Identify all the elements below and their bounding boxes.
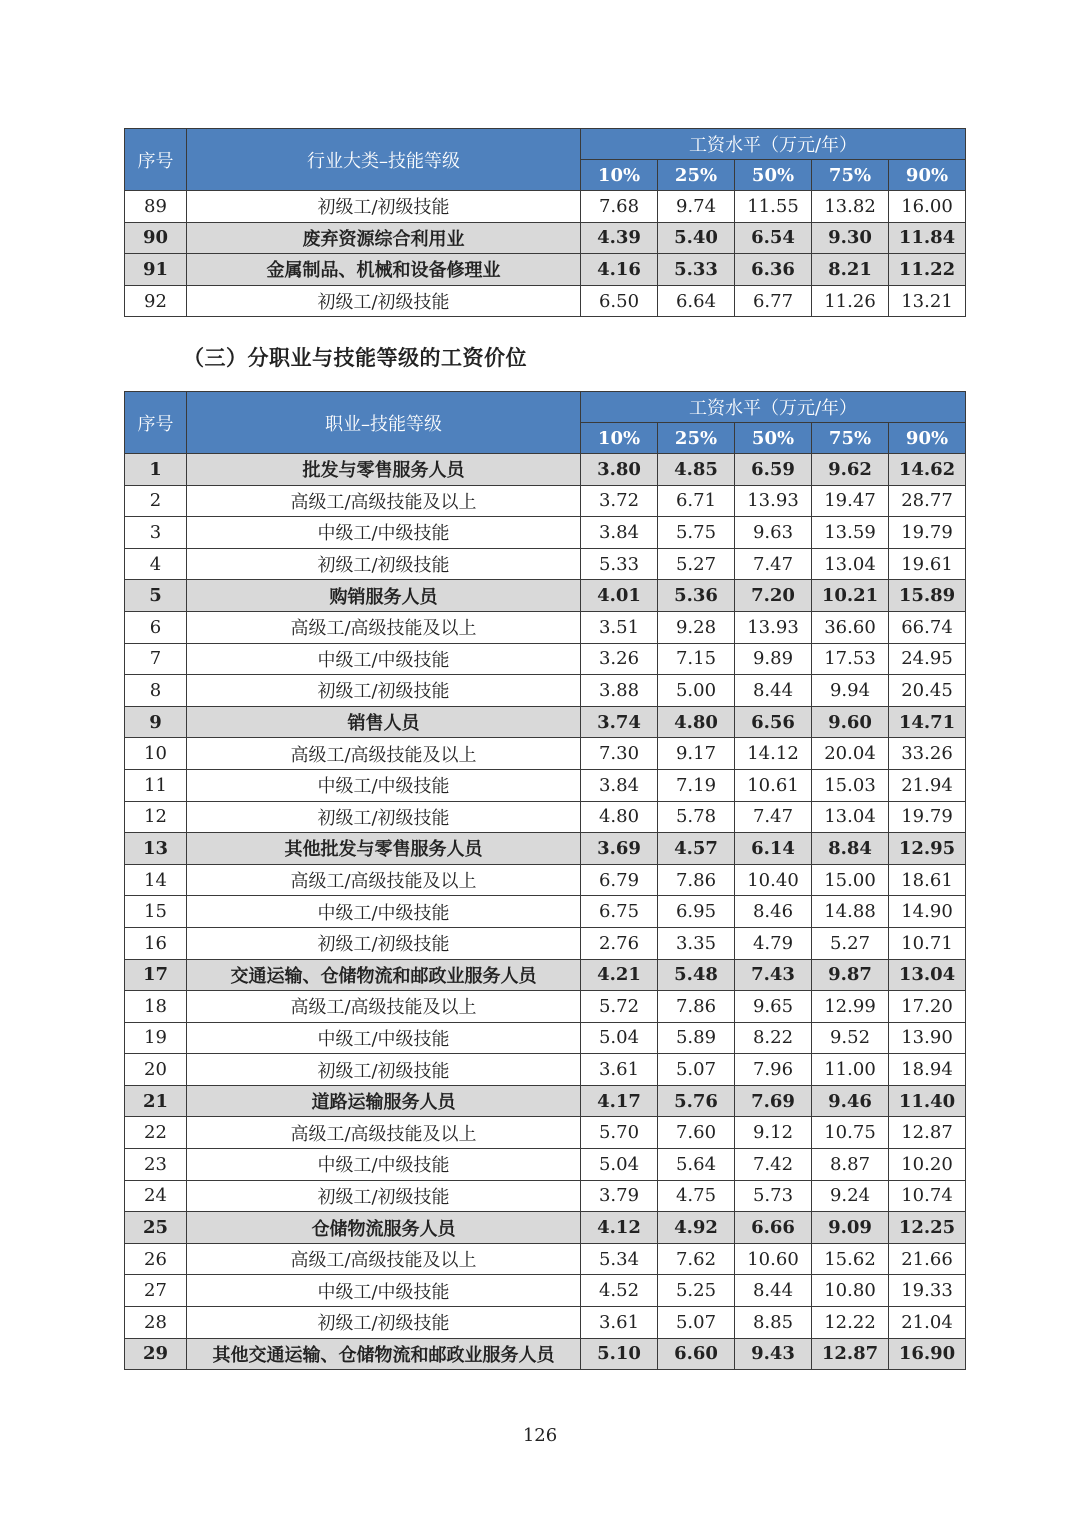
value-p10: 3.79: [581, 1180, 658, 1212]
value-p25: 7.86: [658, 864, 735, 896]
table-row: [125, 738, 966, 770]
row-name: 中级工/中级技能: [187, 1275, 581, 1307]
value-p50: 6.56: [735, 706, 812, 738]
value-p10: 3.51: [581, 611, 658, 643]
value-p75: 19.47: [812, 485, 889, 517]
value-p90: 10.71: [889, 927, 966, 959]
value-p90: 14.90: [889, 896, 966, 928]
row-name: 中级工/中级技能: [187, 1149, 581, 1181]
row-name: 道路运输服务人员: [187, 1085, 581, 1117]
table-row: [125, 1054, 966, 1086]
value-p10: 2.76: [581, 927, 658, 959]
value-p75: 9.87: [812, 959, 889, 991]
value-p25: 4.80: [658, 706, 735, 738]
value-p75: 8.21: [812, 254, 889, 286]
value-p75: 10.21: [812, 580, 889, 612]
value-p10: 4.12: [581, 1212, 658, 1244]
value-p25: 7.19: [658, 769, 735, 801]
value-p10: 4.17: [581, 1085, 658, 1117]
value-p10: 4.16: [581, 254, 658, 286]
col-header-wage-group: 工资水平（万元/年）: [581, 392, 966, 423]
value-p50: 8.46: [735, 896, 812, 928]
value-p90: 10.74: [889, 1180, 966, 1212]
value-p10: 5.33: [581, 548, 658, 580]
value-p75: 10.75: [812, 1117, 889, 1149]
value-p90: 21.04: [889, 1307, 966, 1339]
value-p75: 15.00: [812, 864, 889, 896]
value-p10: 4.80: [581, 801, 658, 833]
col-header-index: 序号: [125, 392, 187, 454]
value-p90: 13.21: [889, 285, 966, 317]
row-index: 2: [125, 485, 187, 517]
value-p90: 24.95: [889, 643, 966, 675]
page-number: 126: [522, 1425, 558, 1446]
col-header-wage-group: 工资水平（万元/年）: [581, 129, 966, 160]
value-p50: 9.12: [735, 1117, 812, 1149]
table-row: [125, 643, 966, 675]
value-p10: 5.34: [581, 1243, 658, 1275]
value-p50: 10.60: [735, 1243, 812, 1275]
value-p90: 16.90: [889, 1338, 966, 1370]
row-name: 中级工/中级技能: [187, 643, 581, 675]
value-p50: 5.73: [735, 1180, 812, 1212]
row-index: 28: [125, 1307, 187, 1339]
value-p25: 3.35: [658, 927, 735, 959]
table-row: [125, 580, 966, 612]
value-p50: 4.79: [735, 927, 812, 959]
table-row: [125, 1338, 966, 1370]
value-p50: 6.66: [735, 1212, 812, 1244]
col-header-p25: 25%: [658, 423, 735, 454]
row-index: 5: [125, 580, 187, 612]
row-index: 4: [125, 548, 187, 580]
value-p10: 3.61: [581, 1307, 658, 1339]
value-p50: 9.43: [735, 1338, 812, 1370]
row-index: 1: [125, 454, 187, 486]
value-p10: 3.80: [581, 454, 658, 486]
row-name: 其他批发与零售服务人员: [187, 833, 581, 865]
row-index: 18: [125, 991, 187, 1023]
row-index: 23: [125, 1149, 187, 1181]
value-p10: 3.72: [581, 485, 658, 517]
value-p25: 5.07: [658, 1307, 735, 1339]
table-row: [125, 991, 966, 1023]
value-p25: 4.85: [658, 454, 735, 486]
row-index: 3: [125, 517, 187, 549]
value-p25: 5.48: [658, 959, 735, 991]
table-row: [125, 191, 966, 223]
value-p75: 12.99: [812, 991, 889, 1023]
value-p90: 11.84: [889, 222, 966, 254]
row-index: 19: [125, 1022, 187, 1054]
table-row: [125, 959, 966, 991]
value-p50: 7.20: [735, 580, 812, 612]
row-name: 高级工/高级技能及以上: [187, 1117, 581, 1149]
value-p75: 17.53: [812, 643, 889, 675]
value-p75: 11.26: [812, 285, 889, 317]
value-p10: 5.04: [581, 1149, 658, 1181]
occupation-wage-table: [124, 391, 966, 1370]
value-p75: 10.80: [812, 1275, 889, 1307]
value-p75: 12.87: [812, 1338, 889, 1370]
value-p90: 13.04: [889, 959, 966, 991]
row-index: 89: [125, 191, 187, 223]
table-row: [125, 548, 966, 580]
row-name: 批发与零售服务人员: [187, 454, 581, 486]
value-p75: 9.09: [812, 1212, 889, 1244]
value-p25: 5.89: [658, 1022, 735, 1054]
value-p90: 19.79: [889, 801, 966, 833]
value-p25: 6.95: [658, 896, 735, 928]
value-p90: 28.77: [889, 485, 966, 517]
value-p25: 6.64: [658, 285, 735, 317]
row-name: 初级工/初级技能: [187, 285, 581, 317]
value-p25: 7.60: [658, 1117, 735, 1149]
row-index: 27: [125, 1275, 187, 1307]
value-p90: 15.89: [889, 580, 966, 612]
value-p90: 13.90: [889, 1022, 966, 1054]
table-row: [125, 927, 966, 959]
value-p75: 9.62: [812, 454, 889, 486]
value-p90: 21.94: [889, 769, 966, 801]
col-header-p90: 90%: [889, 160, 966, 191]
table-row: [125, 517, 966, 549]
row-index: 24: [125, 1180, 187, 1212]
value-p90: 11.22: [889, 254, 966, 286]
value-p75: 9.24: [812, 1180, 889, 1212]
table-row: [125, 222, 966, 254]
value-p25: 5.25: [658, 1275, 735, 1307]
row-name: 销售人员: [187, 706, 581, 738]
table-row: [125, 896, 966, 928]
row-index: 26: [125, 1243, 187, 1275]
col-header-p10: 10%: [581, 160, 658, 191]
table-row: [125, 1149, 966, 1181]
col-header-p90: 90%: [889, 423, 966, 454]
value-p90: 19.61: [889, 548, 966, 580]
row-index: 8: [125, 675, 187, 707]
value-p90: 33.26: [889, 738, 966, 770]
section-heading: （三）分职业与技能等级的工资价位: [183, 345, 527, 370]
value-p10: 3.84: [581, 517, 658, 549]
value-p25: 7.86: [658, 991, 735, 1023]
table-row: [125, 254, 966, 286]
value-p10: 4.52: [581, 1275, 658, 1307]
value-p50: 8.85: [735, 1307, 812, 1339]
value-p50: 13.93: [735, 611, 812, 643]
value-p50: 10.61: [735, 769, 812, 801]
value-p50: 8.44: [735, 1275, 812, 1307]
row-index: 9: [125, 706, 187, 738]
value-p50: 8.22: [735, 1022, 812, 1054]
value-p25: 4.75: [658, 1180, 735, 1212]
value-p50: 9.65: [735, 991, 812, 1023]
row-index: 92: [125, 285, 187, 317]
value-p10: 6.79: [581, 864, 658, 896]
row-name: 中级工/中级技能: [187, 896, 581, 928]
row-index: 17: [125, 959, 187, 991]
value-p90: 17.20: [889, 991, 966, 1023]
value-p25: 5.36: [658, 580, 735, 612]
value-p10: 3.26: [581, 643, 658, 675]
value-p50: 13.93: [735, 485, 812, 517]
value-p10: 4.39: [581, 222, 658, 254]
value-p50: 7.96: [735, 1054, 812, 1086]
value-p25: 4.57: [658, 833, 735, 865]
value-p50: 6.14: [735, 833, 812, 865]
value-p10: 7.68: [581, 191, 658, 223]
value-p90: 19.79: [889, 517, 966, 549]
row-name: 其他交通运输、仓储物流和邮政业服务人员: [187, 1338, 581, 1370]
col-header-occupation: 职业–技能等级: [187, 392, 581, 454]
col-header-p10: 10%: [581, 423, 658, 454]
value-p25: 5.33: [658, 254, 735, 286]
row-name: 仓储物流服务人员: [187, 1212, 581, 1244]
value-p50: 11.55: [735, 191, 812, 223]
table-row: [125, 769, 966, 801]
col-header-p50: 50%: [735, 160, 812, 191]
value-p90: 12.87: [889, 1117, 966, 1149]
row-name: 初级工/初级技能: [187, 1054, 581, 1086]
value-p10: 6.75: [581, 896, 658, 928]
row-name: 购销服务人员: [187, 580, 581, 612]
row-index: 6: [125, 611, 187, 643]
value-p25: 5.76: [658, 1085, 735, 1117]
value-p90: 19.33: [889, 1275, 966, 1307]
value-p10: 7.30: [581, 738, 658, 770]
row-index: 20: [125, 1054, 187, 1086]
row-index: 91: [125, 254, 187, 286]
value-p10: 3.69: [581, 833, 658, 865]
value-p10: 4.21: [581, 959, 658, 991]
value-p25: 5.75: [658, 517, 735, 549]
value-p90: 14.71: [889, 706, 966, 738]
row-name: 初级工/初级技能: [187, 191, 581, 223]
row-name: 高级工/高级技能及以上: [187, 738, 581, 770]
table-row: [125, 801, 966, 833]
value-p10: 5.10: [581, 1338, 658, 1370]
value-p25: 7.15: [658, 643, 735, 675]
row-name: 高级工/高级技能及以上: [187, 864, 581, 896]
value-p90: 10.20: [889, 1149, 966, 1181]
row-name: 金属制品、机械和设备修理业: [187, 254, 581, 286]
value-p75: 9.46: [812, 1085, 889, 1117]
value-p75: 14.88: [812, 896, 889, 928]
table-row: [125, 285, 966, 317]
row-index: 16: [125, 927, 187, 959]
col-header-p75: 75%: [812, 160, 889, 191]
value-p50: 6.77: [735, 285, 812, 317]
value-p25: 5.27: [658, 548, 735, 580]
row-name: 初级工/初级技能: [187, 801, 581, 833]
value-p75: 13.82: [812, 191, 889, 223]
table-row: [125, 1243, 966, 1275]
row-index: 10: [125, 738, 187, 770]
value-p75: 15.62: [812, 1243, 889, 1275]
value-p50: 7.43: [735, 959, 812, 991]
col-header-p75: 75%: [812, 423, 889, 454]
value-p90: 66.74: [889, 611, 966, 643]
value-p75: 8.84: [812, 833, 889, 865]
value-p25: 7.62: [658, 1243, 735, 1275]
value-p75: 13.59: [812, 517, 889, 549]
row-name: 高级工/高级技能及以上: [187, 485, 581, 517]
row-name: 废弃资源综合利用业: [187, 222, 581, 254]
industry-wage-table: [124, 128, 966, 317]
table-row: [125, 1180, 966, 1212]
row-index: 13: [125, 833, 187, 865]
value-p75: 36.60: [812, 611, 889, 643]
table-row: [125, 1307, 966, 1339]
value-p10: 4.01: [581, 580, 658, 612]
col-header-p50: 50%: [735, 423, 812, 454]
row-index: 14: [125, 864, 187, 896]
value-p75: 12.22: [812, 1307, 889, 1339]
value-p50: 6.36: [735, 254, 812, 286]
row-name: 中级工/中级技能: [187, 517, 581, 549]
value-p10: 6.50: [581, 285, 658, 317]
row-name: 中级工/中级技能: [187, 769, 581, 801]
table-row: [125, 1022, 966, 1054]
col-header-p25: 25%: [658, 160, 735, 191]
value-p75: 13.04: [812, 548, 889, 580]
value-p50: 10.40: [735, 864, 812, 896]
value-p25: 9.28: [658, 611, 735, 643]
value-p90: 12.95: [889, 833, 966, 865]
row-index: 12: [125, 801, 187, 833]
table-row: [125, 864, 966, 896]
value-p50: 9.63: [735, 517, 812, 549]
value-p90: 18.94: [889, 1054, 966, 1086]
row-index: 7: [125, 643, 187, 675]
value-p50: 7.47: [735, 548, 812, 580]
row-name: 初级工/初级技能: [187, 927, 581, 959]
row-name: 高级工/高级技能及以上: [187, 991, 581, 1023]
value-p75: 5.27: [812, 927, 889, 959]
value-p10: 5.70: [581, 1117, 658, 1149]
row-name: 高级工/高级技能及以上: [187, 1243, 581, 1275]
row-name: 初级工/初级技能: [187, 548, 581, 580]
row-index: 21: [125, 1085, 187, 1117]
table-row: [125, 706, 966, 738]
value-p25: 5.78: [658, 801, 735, 833]
value-p25: 9.17: [658, 738, 735, 770]
row-name: 初级工/初级技能: [187, 1307, 581, 1339]
row-index: 90: [125, 222, 187, 254]
value-p25: 9.74: [658, 191, 735, 223]
col-header-index: 序号: [125, 129, 187, 191]
value-p75: 8.87: [812, 1149, 889, 1181]
value-p90: 12.25: [889, 1212, 966, 1244]
value-p25: 5.07: [658, 1054, 735, 1086]
value-p50: 8.44: [735, 675, 812, 707]
value-p50: 6.59: [735, 454, 812, 486]
table-row: [125, 454, 966, 486]
value-p10: 5.72: [581, 991, 658, 1023]
value-p75: 20.04: [812, 738, 889, 770]
row-name: 初级工/初级技能: [187, 1180, 581, 1212]
value-p10: 3.84: [581, 769, 658, 801]
value-p25: 5.00: [658, 675, 735, 707]
row-index: 25: [125, 1212, 187, 1244]
value-p25: 6.60: [658, 1338, 735, 1370]
col-header-industry: 行业大类–技能等级: [187, 129, 581, 191]
value-p75: 15.03: [812, 769, 889, 801]
value-p50: 7.69: [735, 1085, 812, 1117]
value-p10: 3.61: [581, 1054, 658, 1086]
table-row: [125, 485, 966, 517]
value-p10: 3.74: [581, 706, 658, 738]
value-p75: 13.04: [812, 801, 889, 833]
table-row: [125, 1117, 966, 1149]
value-p75: 9.52: [812, 1022, 889, 1054]
row-index: 22: [125, 1117, 187, 1149]
table-row: [125, 1085, 966, 1117]
row-index: 15: [125, 896, 187, 928]
value-p25: 5.64: [658, 1149, 735, 1181]
row-index: 29: [125, 1338, 187, 1370]
row-name: 中级工/中级技能: [187, 1022, 581, 1054]
value-p50: 14.12: [735, 738, 812, 770]
value-p75: 9.94: [812, 675, 889, 707]
row-name: 交通运输、仓储物流和邮政业服务人员: [187, 959, 581, 991]
value-p90: 11.40: [889, 1085, 966, 1117]
row-name: 初级工/初级技能: [187, 675, 581, 707]
value-p90: 14.62: [889, 454, 966, 486]
value-p25: 4.92: [658, 1212, 735, 1244]
row-name: 高级工/高级技能及以上: [187, 611, 581, 643]
value-p25: 6.71: [658, 485, 735, 517]
table-row: [125, 611, 966, 643]
value-p75: 11.00: [812, 1054, 889, 1086]
value-p10: 3.88: [581, 675, 658, 707]
value-p75: 9.60: [812, 706, 889, 738]
value-p25: 5.40: [658, 222, 735, 254]
table-row: [125, 1212, 966, 1244]
table-row: [125, 675, 966, 707]
row-index: 11: [125, 769, 187, 801]
value-p50: 7.47: [735, 801, 812, 833]
table-row: [125, 833, 966, 865]
value-p90: 16.00: [889, 191, 966, 223]
value-p75: 9.30: [812, 222, 889, 254]
value-p50: 9.89: [735, 643, 812, 675]
table-row: [125, 1275, 966, 1307]
value-p90: 20.45: [889, 675, 966, 707]
value-p90: 21.66: [889, 1243, 966, 1275]
value-p50: 6.54: [735, 222, 812, 254]
value-p90: 18.61: [889, 864, 966, 896]
value-p10: 5.04: [581, 1022, 658, 1054]
value-p50: 7.42: [735, 1149, 812, 1181]
